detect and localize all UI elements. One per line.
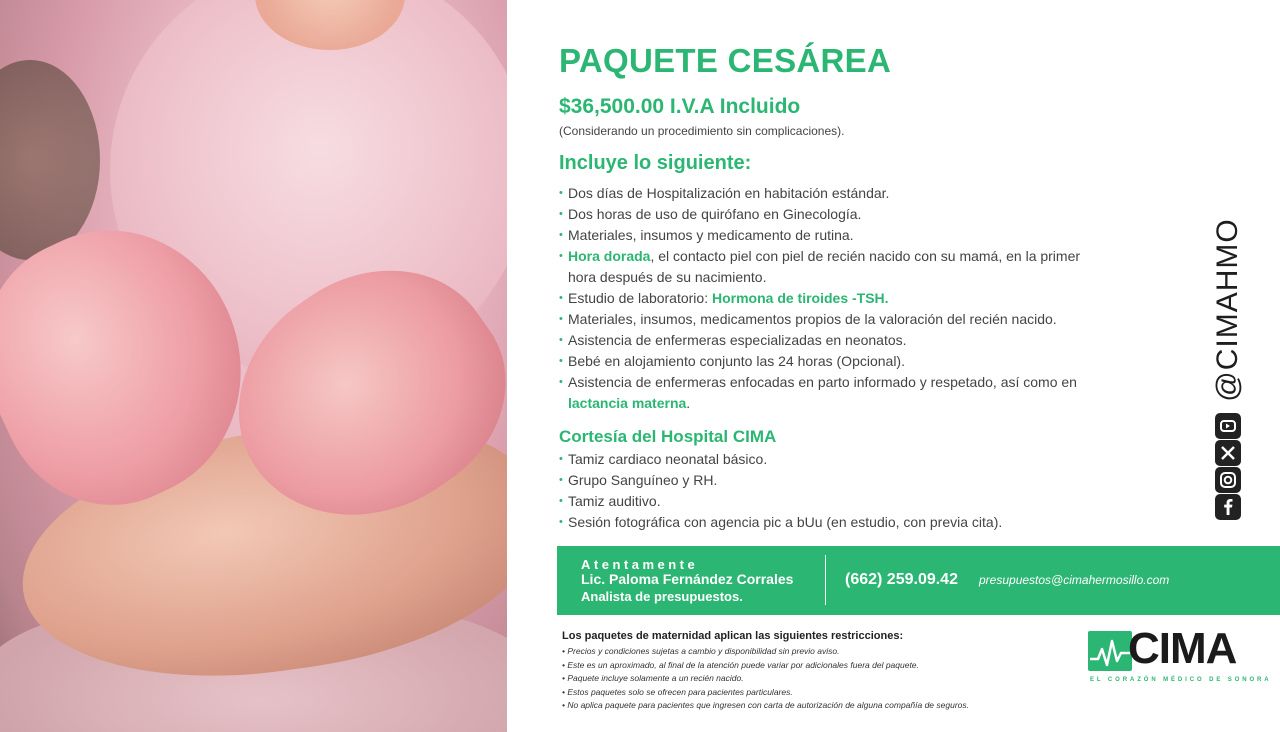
includes-list [559,183,1109,414]
contact-email[interactable]: presupuestos@cimahermosillo.com [979,573,1170,587]
highlight-text: Hora dorada [568,248,651,264]
courtesy-item: • Tamiz cardiaco neonatal básico. [559,449,1119,470]
package-price: $36,500.00 I.V.A Incluido [559,95,801,118]
courtesy-list [559,449,1119,533]
restriction-item: • Paquete incluye solamente a un recién nacido. [562,673,744,683]
courtesy-heading: Cortesía del Hospital CIMA [559,427,777,446]
courtesy-item: • Grupo Sanguíneo y RH. [559,470,1119,491]
hero-photo [0,0,507,732]
includes-item: • Bebé en alojamiento conjunto las 24 horas (Opcional). [559,351,1109,372]
youtube-icon[interactable] [1215,413,1241,439]
restriction-item: • Precios y condiciones sujetas a cambio y disponibilidad sin previo aviso. [562,646,840,656]
restriction-item: • Estos paquetes solo se ofrecen para pacientes particulares. [562,686,793,697]
social-handle[interactable] [1206,220,1250,410]
includes-item: • Asistencia de enfermeras especializadas en neonatos. [559,330,1109,351]
logo-mark [1088,631,1132,671]
includes-item: • Materiales, insumos, medicamentos propios de la valoración del recién nacido. [559,309,1109,330]
contact-name: Lic. Paloma Fernández Corrales [581,571,794,587]
includes-item: • Estudio de laboratorio: Hormona de tiroides -TSH. [559,288,1109,309]
price-note: (Considerando un procedimiento sin complicaciones). [559,124,845,138]
contact-phone[interactable]: (662) 259.09.42 [845,571,958,588]
contact-band [557,546,1280,615]
includes-item: • Hora dorada, el contacto piel con piel de recién nacido con su mamá, en la primer hora después de su nacimiento. [559,246,1109,288]
page-title: PAQUETE CESÁREA [559,42,892,79]
instagram-icon[interactable] [1215,467,1241,493]
restriction-item: • No aplica paquete para pacientes que ingresen con carta de autorización de alguna compañía de seguros. [562,700,969,710]
restrictions-heading: Los paquetes de maternidad aplican las siguientes restricciones: [562,630,904,642]
logo-wordmark: CIMA [1128,624,1237,673]
contact-role: Analista de presupuestos. [581,589,743,604]
logo-tagline: EL CORAZÓN MÉDICO DE SONORA [1090,677,1272,683]
includes-item: • Dos horas de uso de quirófano en Ginecología. [559,204,1109,225]
courtesy-item: • Tamiz auditivo. [559,491,1119,512]
highlight-text: lactancia materna [568,395,687,411]
facebook-icon[interactable] [1215,494,1241,520]
cima-logo [1088,624,1272,688]
includes-item: • Asistencia de enfermeras enfocadas en parto informado y respetado, así como en lactancia materna. [559,372,1109,414]
restrictions-list [562,645,969,713]
x-icon[interactable] [1215,440,1241,466]
includes-item: • Materiales, insumos y medicamento de rutina. [559,225,1109,246]
social-handle-text: @CIMAHMO [1211,218,1244,402]
includes-item: • Dos días de Hospitalización en habitación estándar. [559,183,1109,204]
restriction-item: • Este es un aproximado, al final de la atención puede variar por adicionales fuera del paquete. [562,659,919,670]
highlight-text: Hormona de tiroides -TSH. [711,290,889,306]
includes-heading: Incluye lo siguiente: [559,152,752,174]
courtesy-item: • Sesión fotográfica con agencia pic a bUu (en estudio, con previa cita). [559,512,1119,533]
divider [825,555,826,605]
greeting: Atentamente [581,557,699,572]
